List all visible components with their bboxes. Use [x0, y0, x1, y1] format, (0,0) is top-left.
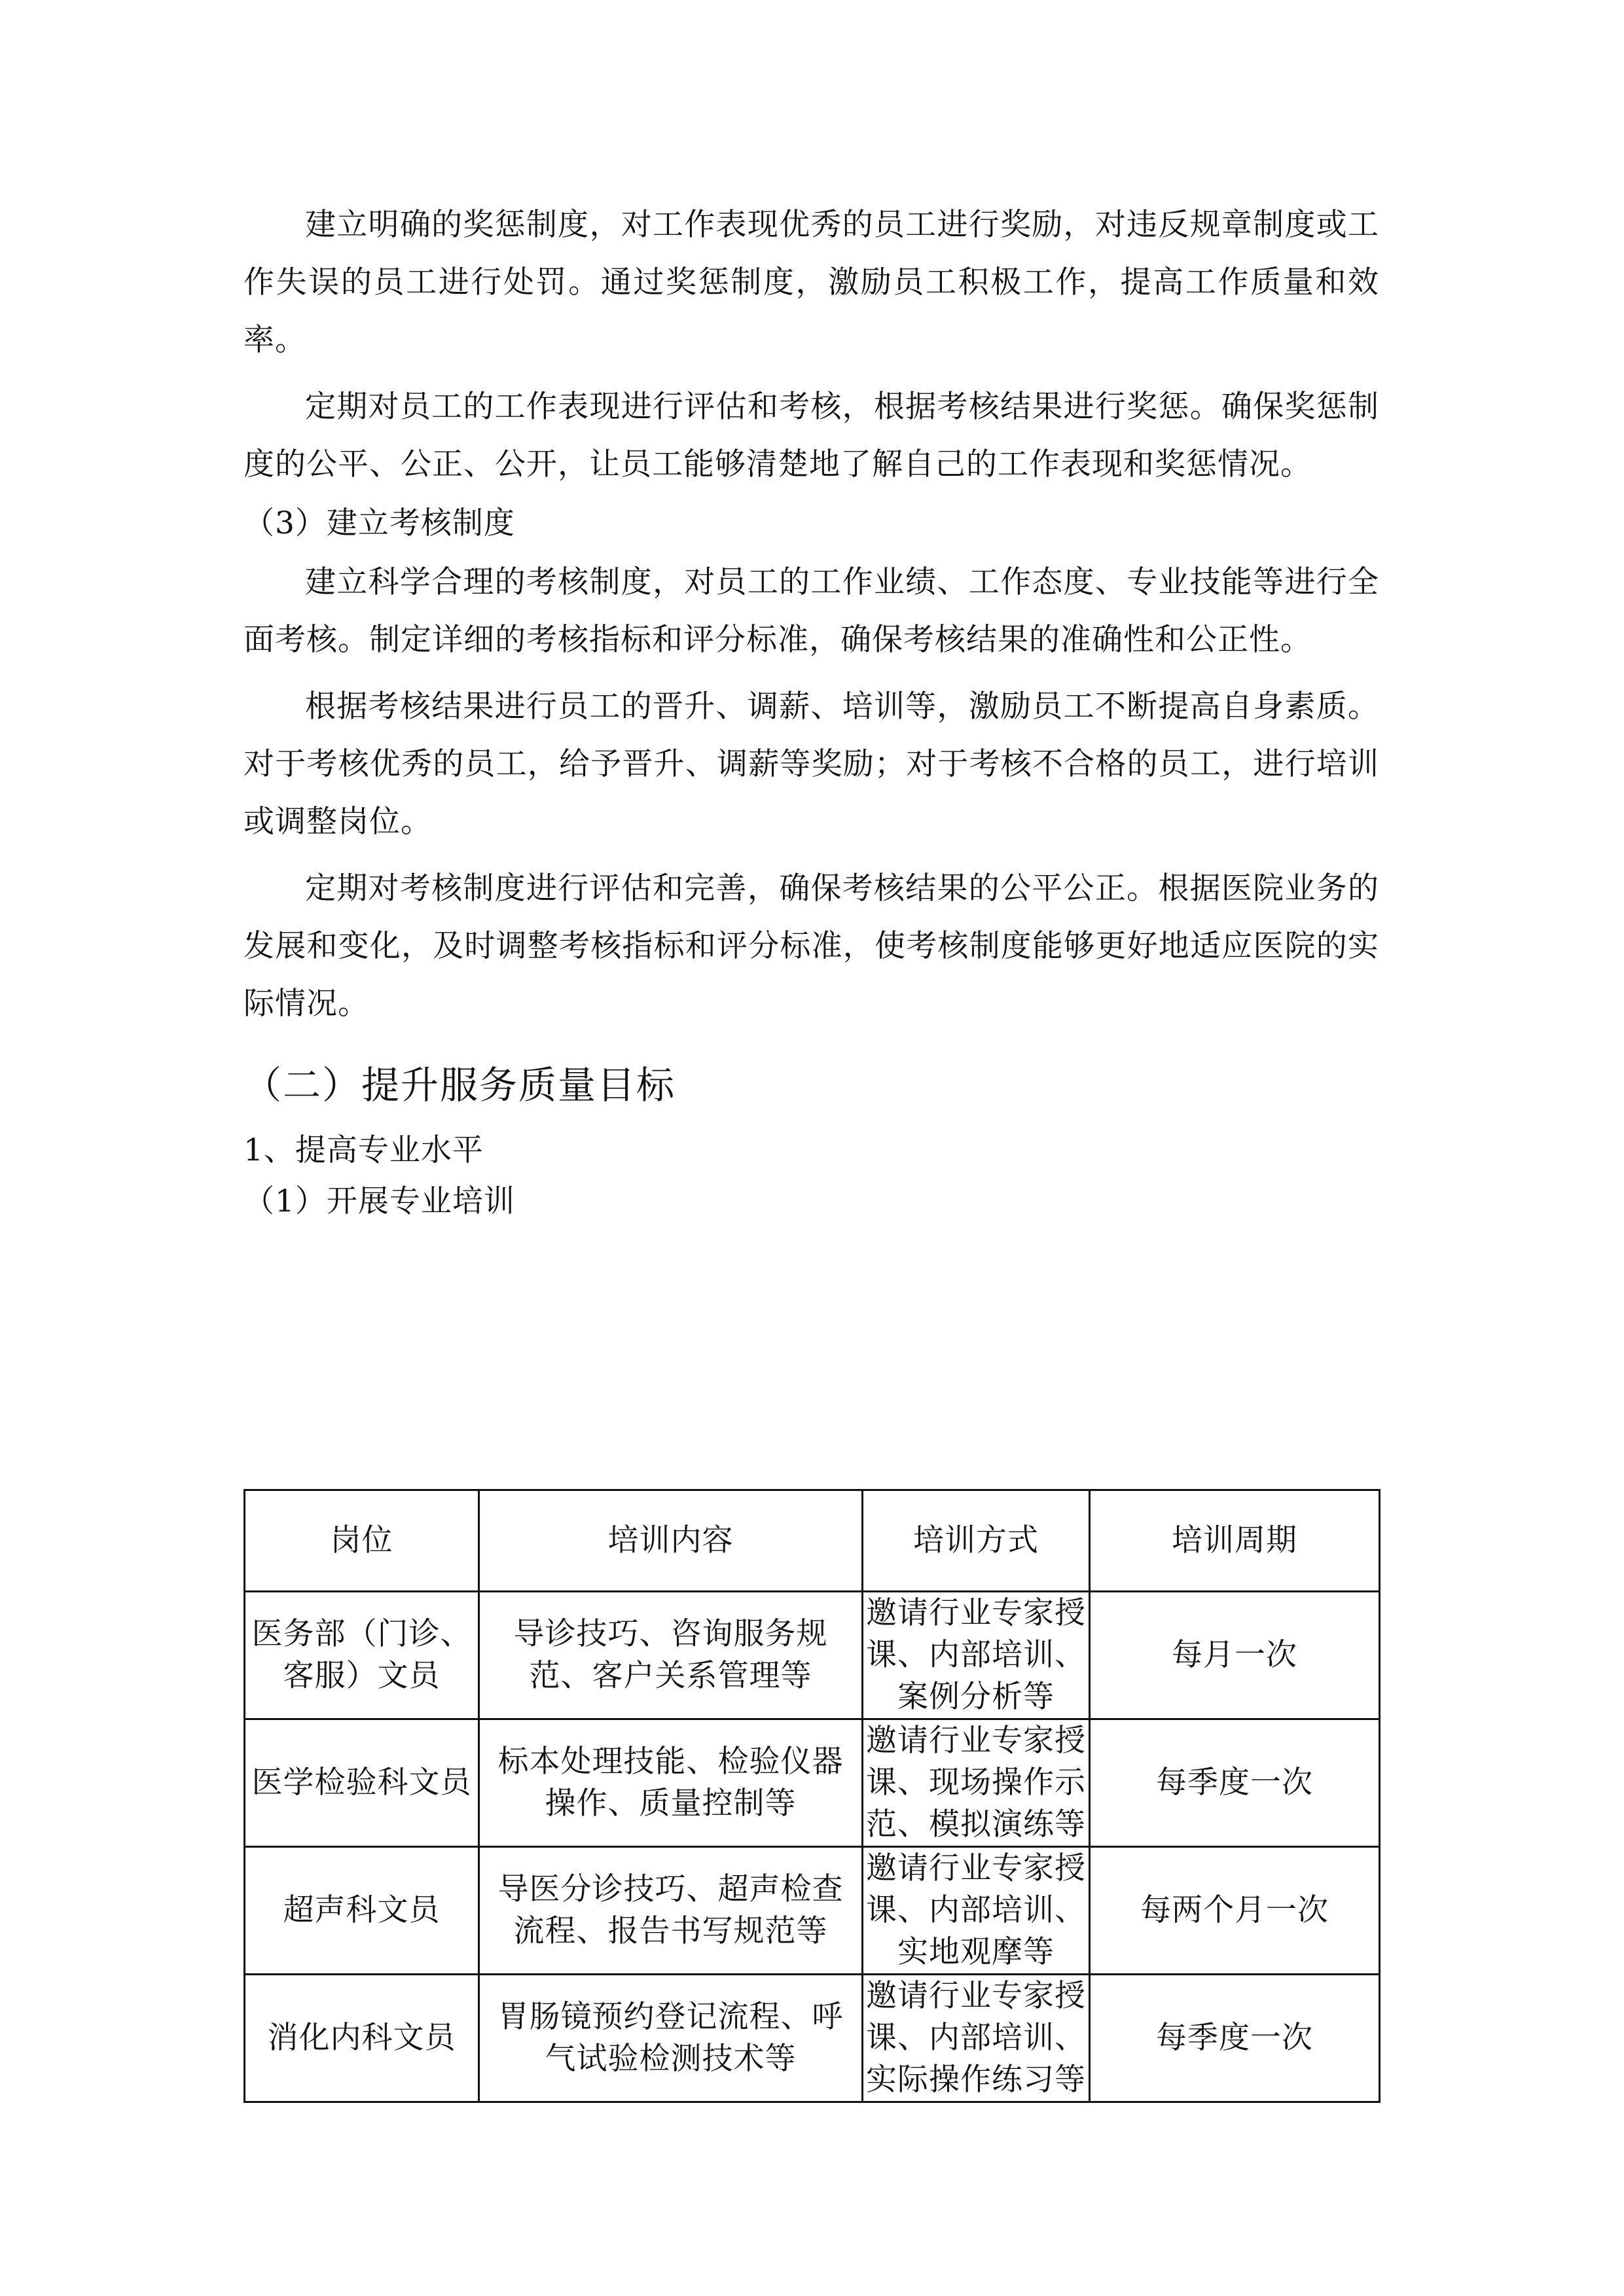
item-heading-professional-level: 1、提高专业水平 — [244, 1132, 484, 1168]
header-content: 培训内容 — [479, 1490, 863, 1592]
cell-post: 消化内科文员 — [245, 1975, 479, 2102]
cell-content: 导医分诊技巧、超声检查流程、报告书写规范等 — [479, 1847, 863, 1975]
table-row — [245, 1975, 1380, 2102]
paragraph-assessment-2: 根据考核结果进行员工的晋升、调薪、培训等，激励员工不断提高自身素质。对于考核优秀的员工，给予晋升、调薪等奖励；对于考核不合格的员工，进行培训或调整岗位。 — [244, 689, 1379, 840]
table-row — [245, 1592, 1380, 1719]
paragraph-assessment-1: 建立科学合理的考核制度，对员工的工作业绩、工作态度、专业技能等进行全面考核。制定详细的考核指标和评分标准，确保考核结果的准确性和公正性。 — [244, 564, 1379, 658]
cell-method: 邀请行业专家授课、内部培训、实际操作练习等 — [863, 1975, 1090, 2102]
section-heading-service-quality: （二）提升服务质量目标 — [244, 1063, 676, 1107]
table-header-row — [245, 1490, 1380, 1592]
table-row — [245, 1719, 1380, 1847]
cell-cycle: 每两个月一次 — [1090, 1847, 1380, 1975]
cell-content: 胃肠镜预约登记流程、呼气试验检测技术等 — [479, 1975, 863, 2102]
training-table — [244, 1489, 1380, 2103]
header-method: 培训方式 — [863, 1490, 1090, 1592]
cell-post: 医务部（门诊、客服）文员 — [245, 1592, 479, 1719]
header-post: 岗位 — [245, 1490, 479, 1592]
cell-method: 邀请行业专家授课、内部培训、实地观摩等 — [863, 1847, 1090, 1975]
paragraph-reward-system-1: 建立明确的奖惩制度，对工作表现优秀的员工进行奖励，对违反规章制度或工作失误的员工进行处罚。通过奖惩制度，激励员工积极工作，提高工作质量和效率。 — [244, 207, 1379, 358]
paragraph-assessment-3: 定期对考核制度进行评估和完善，确保考核结果的公平公正。根据医院业务的发展和变化，及时调整考核指标和评分标准，使考核制度能够更好地适应医院的实际情况。 — [244, 870, 1379, 1022]
subheading-professional-training: （1）开展专业培训 — [244, 1183, 515, 1219]
cell-post: 超声科文员 — [245, 1847, 479, 1975]
header-cycle: 培训周期 — [1090, 1490, 1380, 1592]
subheading-assessment-system: （3）建立考核制度 — [244, 505, 515, 541]
cell-cycle: 每季度一次 — [1090, 1975, 1380, 2102]
cell-post: 医学检验科文员 — [245, 1719, 479, 1847]
cell-content: 标本处理技能、检验仪器操作、质量控制等 — [479, 1719, 863, 1847]
cell-method: 邀请行业专家授课、现场操作示范、模拟演练等 — [863, 1719, 1090, 1847]
cell-method: 邀请行业专家授课、内部培训、案例分析等 — [863, 1592, 1090, 1719]
paragraph-reward-system-2: 定期对员工的工作表现进行评估和考核，根据考核结果进行奖惩。确保奖惩制度的公平、公正、公开，让员工能够清楚地了解自己的工作表现和奖惩情况。 — [244, 389, 1379, 482]
cell-cycle: 每季度一次 — [1090, 1719, 1380, 1847]
cell-content: 导诊技巧、咨询服务规范、客户关系管理等 — [479, 1592, 863, 1719]
document-page — [244, 0, 1379, 1230]
table-row — [245, 1847, 1380, 1975]
cell-cycle: 每月一次 — [1090, 1592, 1380, 1719]
